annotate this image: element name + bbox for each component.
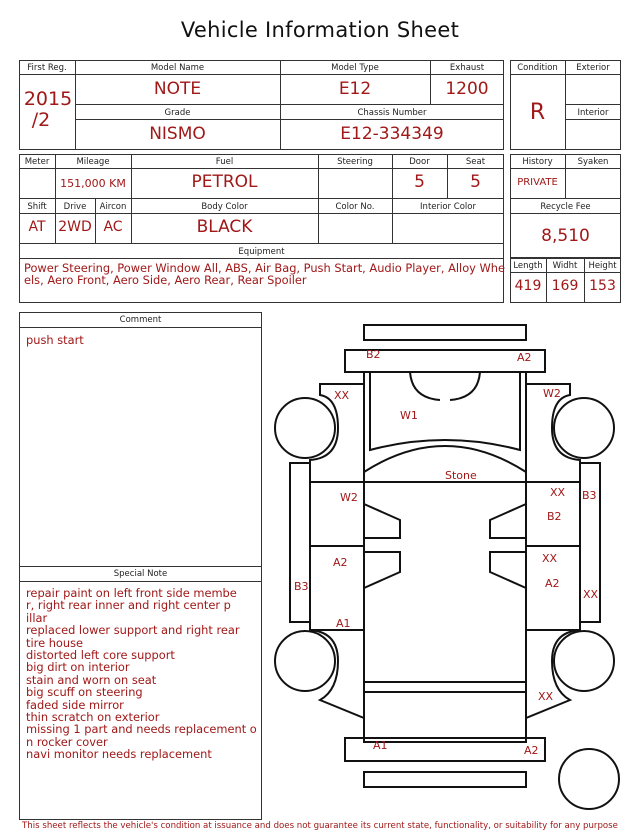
damage-mark: Stone — [445, 469, 477, 482]
damage-mark: B3 — [294, 580, 309, 593]
right-rear-fender — [526, 630, 580, 718]
comment-text — [26, 334, 258, 346]
disclaimer-footer: This sheet reflects the vehicle's condition at issuance and does not guarantee its current state, functionality, or suitability for any purpose — [22, 821, 618, 831]
damage-mark: A2 — [524, 744, 539, 757]
equipment-label: Equipment — [238, 247, 285, 257]
sheet-title: Vehicle Information Sheet — [180, 18, 460, 42]
fuel-label: Fuel — [215, 157, 234, 167]
roof — [364, 482, 526, 682]
damage-mark: XX — [550, 486, 566, 499]
exhaust-value: 1200 — [445, 79, 489, 99]
note-line: big scuff on steering — [26, 685, 143, 700]
door-value: 5 — [414, 172, 425, 192]
damage-mark: A2 — [517, 351, 532, 364]
wheel-front-right — [554, 398, 614, 458]
model-type-label: Model Type — [331, 63, 379, 73]
note-line: stain and worn on seat — [26, 672, 157, 687]
note-line: tire house — [26, 635, 84, 650]
recycle-fee-label: Recycle Fee — [540, 202, 591, 212]
width-value: 169 — [551, 278, 579, 294]
aircon-value: AC — [103, 219, 123, 235]
grade-value: NISMO — [149, 124, 206, 144]
damage-mark: A1 — [373, 739, 388, 752]
color-no-label: Color No. — [335, 202, 375, 212]
note-line: repair paint on left front side membe — [26, 586, 237, 600]
height-label: Height — [588, 261, 617, 271]
mileage-value: 151,000 KM — [60, 177, 126, 190]
note-line: r, right rear inner and right center p — [26, 598, 231, 613]
note-line: distorted left core support — [26, 648, 175, 663]
damage-mark: B2 — [366, 348, 381, 361]
body-outline — [364, 372, 526, 742]
body-color-value: BLACK — [196, 217, 253, 237]
fuel-value: PETROL — [191, 172, 258, 192]
model-type-value: E12 — [338, 79, 372, 99]
damage-mark: XX — [538, 690, 554, 703]
comment-label: Comment — [119, 315, 162, 325]
length-label: Length — [513, 261, 543, 271]
chassis-number-label: Chassis Number — [357, 108, 427, 118]
model-name-value: NOTE — [153, 79, 202, 99]
damage-mark: XX — [583, 588, 599, 601]
interior-color-label: Interior Color — [420, 202, 476, 212]
drive-label: Drive — [63, 202, 87, 212]
equipment-line-2: els, Aero Front, Aero Side, Aero Rear, Rear Spoiler — [24, 273, 307, 287]
height-value: 153 — [589, 278, 616, 294]
condition-label: Condition — [517, 63, 558, 73]
damage-mark: XX — [334, 389, 350, 402]
note-line: illar — [26, 610, 48, 625]
chassis-number-value: E12-334349 — [340, 124, 444, 144]
damage-mark: A1 — [336, 617, 351, 630]
exhaust-label: Exhaust — [449, 63, 485, 73]
seat-label: Seat — [465, 157, 486, 167]
history-value: PRIVATE — [517, 177, 558, 188]
damage-mark: B3 — [582, 489, 597, 502]
recycle-fee-value: 8,510 — [541, 226, 590, 246]
first-reg-month: /2 — [31, 109, 51, 131]
front-bumper-bar — [364, 325, 526, 340]
wheel-front-left — [275, 398, 335, 458]
door-label: Door — [409, 157, 430, 167]
drive-value: 2WD — [58, 219, 92, 235]
note-line: replaced lower support and right rear — [26, 623, 240, 638]
spare-wheel — [559, 749, 619, 809]
hood — [370, 372, 520, 450]
shift-value: AT — [28, 219, 46, 235]
model-name-label: Model Name — [150, 63, 205, 73]
mileage-label: Mileage — [76, 157, 110, 167]
note-line: missing 1 part and needs replacement o — [26, 722, 257, 737]
body-color-label: Body Color — [201, 202, 248, 212]
exterior-label: Exterior — [576, 63, 610, 73]
condition-value: R — [529, 100, 546, 125]
shift-label: Shift — [27, 202, 47, 212]
damage-mark: XX — [542, 552, 558, 565]
special-note-text — [26, 587, 258, 761]
damage-mark: A2 — [545, 577, 560, 590]
damage-mark: W2 — [340, 491, 358, 504]
seat-value: 5 — [470, 172, 481, 192]
length-value: 419 — [514, 278, 542, 294]
steering-label: Steering — [337, 157, 373, 167]
note-line: navi monitor needs replacement — [26, 747, 212, 762]
damage-mark: B2 — [547, 510, 562, 523]
equipment-line-1: Power Steering, Power Window All, ABS, Air Bag, Push Start, Audio Player, Alloy Whe — [24, 261, 506, 275]
rear-window — [364, 692, 526, 742]
aircon-label: Aircon — [99, 202, 127, 212]
history-label: History — [522, 157, 553, 167]
note-line: big dirt on interior — [26, 660, 130, 675]
syaken-label: Syaken — [577, 157, 609, 167]
left-sill — [290, 463, 310, 622]
wheel-rear-left — [275, 631, 335, 691]
note-line: faded side mirror — [26, 697, 124, 712]
comment-line: push start — [26, 333, 84, 347]
left-rear-fender — [310, 630, 364, 718]
meter-label: Meter — [24, 157, 50, 167]
note-line: n rocker cover — [26, 734, 108, 749]
car-damage-diagram — [266, 318, 636, 818]
grade-label: Grade — [164, 108, 191, 118]
special-note-label: Special Note — [113, 569, 168, 579]
width-label: Widht — [552, 261, 578, 271]
first-reg-label: First Reg. — [27, 63, 67, 73]
damage-mark: A2 — [333, 556, 348, 569]
note-line: thin scratch on exterior — [26, 710, 160, 725]
rear-bumper-bar — [364, 772, 526, 787]
interior-label: Interior — [577, 108, 609, 118]
wheel-rear-right — [554, 631, 614, 691]
damage-mark: W2 — [543, 387, 561, 400]
damage-mark: W1 — [400, 409, 418, 422]
first-reg-year: 2015 — [23, 88, 73, 110]
